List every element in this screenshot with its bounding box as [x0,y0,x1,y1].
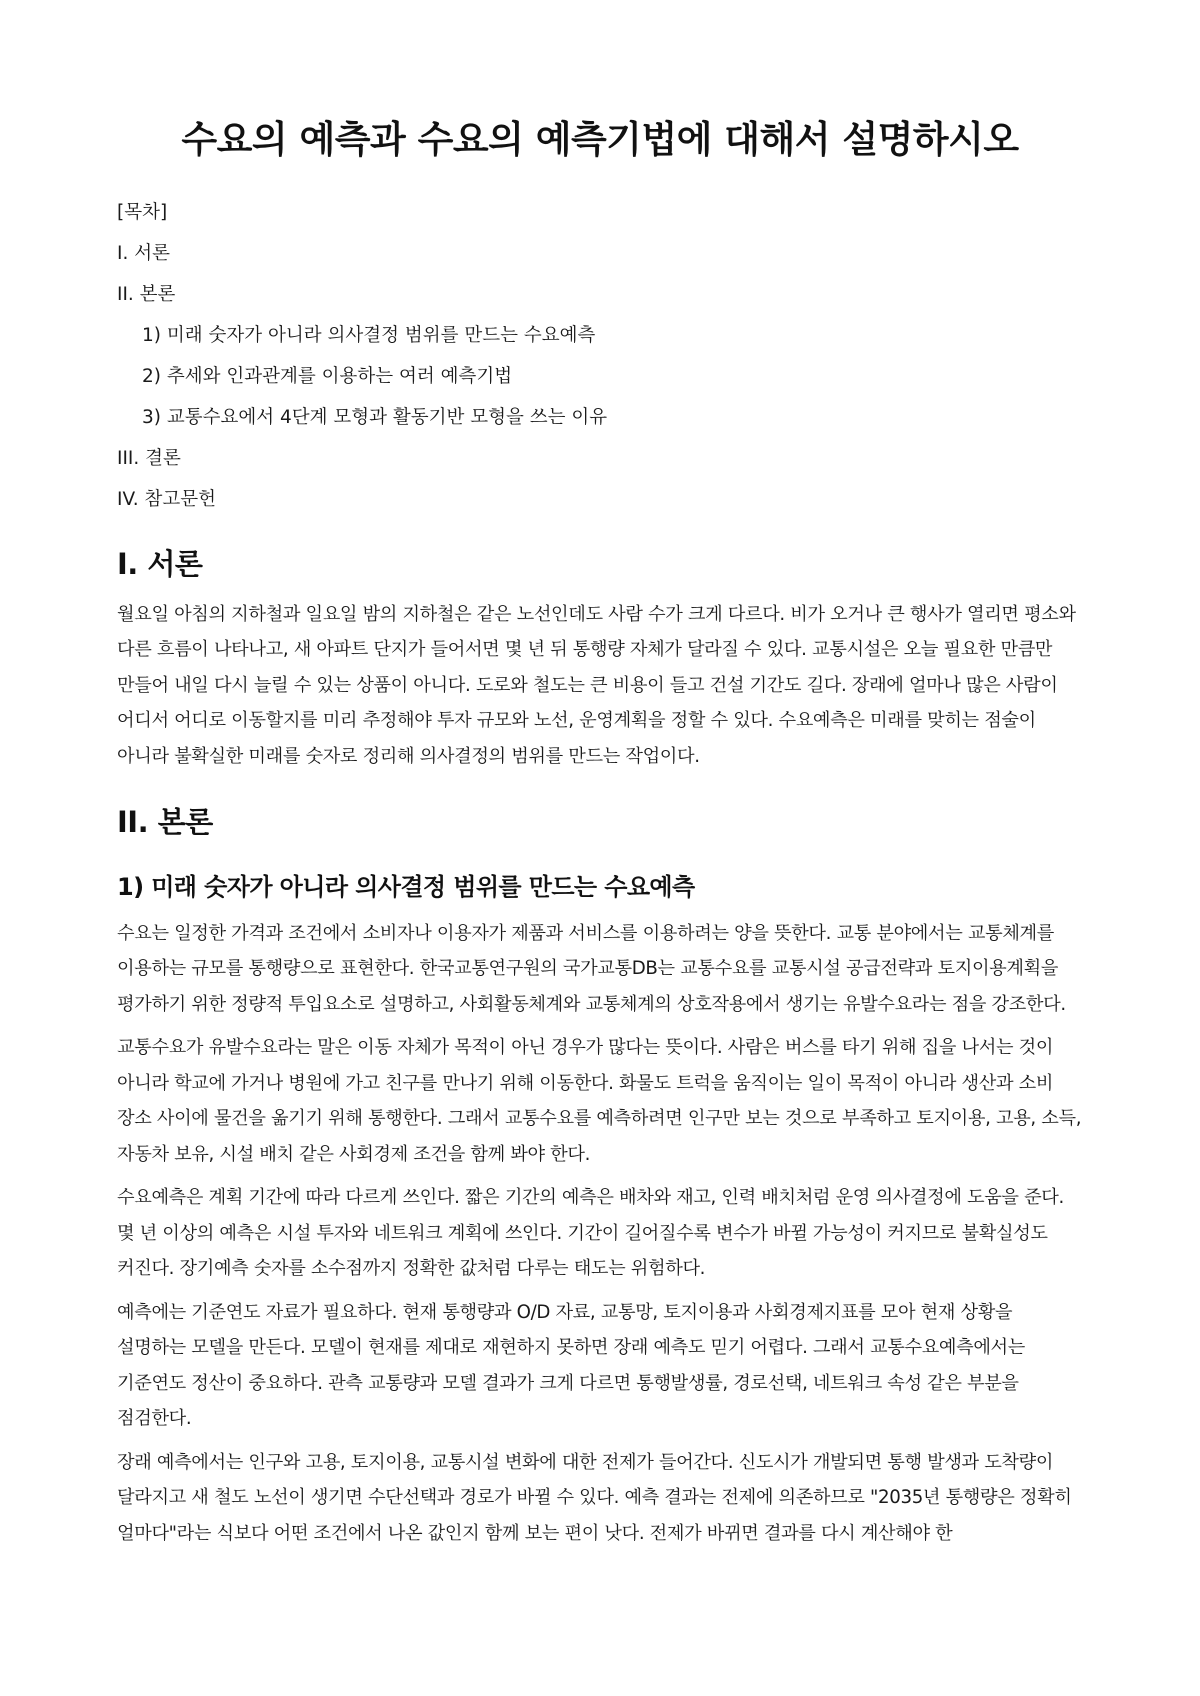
toc-item-body: II. 본론 [117,284,176,306]
body-section [117,804,1083,1551]
intro-paragraph: 월요일 아침의 지하철과 일요일 밤의 지하철은 같은 노선인데도 사람 수가 크게 다르다. 비가 오거나 큰 행사가 열리면 평소와 다른 흐름이 나타나고, 새 아파트 단지가 들어서면 몇 년 뒤 통행량 자체가 달라질 수 있다. 교통시설은 오늘 필요한 만큼만 만들어 내일 다시 늘릴 수 있는 상품이 아니다. 도로와 철도는 큰 비용이 들고 건설 기간도 길다. 장래에 얼마나 많은 사람이 어디서 어디로 이동할지를 미리 추정해야 투자 규모와 노선, 운영계획을 정할 수 있다. 수요예측은 미래를 맞히는 점술이 아니라 불확실한 미래를 숫자로 정리해 의사결정의 범위를 만드는 작업이다. [117,603,1076,767]
toc-item-body-1: 1) 미래 숫자가 아니라 의사결정 범위를 만드는 수요예측 [142,325,596,347]
subsection-1-heading: 1) 미래 숫자가 아니라 의사결정 범위를 만드는 수요예측 [117,873,695,902]
subsection-1-paragraph: 교통수요가 유발수요라는 말은 이동 자체가 목적이 아닌 경우가 많다는 뜻이다. 사람은 버스를 타기 위해 집을 나서는 것이 아니라 학교에 가거나 병원에 가고 친구를 만나기 위해 이동한다. 화물도 트럭을 움직이는 일이 목적이 아니라 생산과 소비 장소 사이에 물건을 옮기기 위해 통행한다. 그래서 교통수요를 예측하려면 인구만 보는 것으로 부족하고 토지이용, 고용, 소득, 자동차 보유, 시설 배치 같은 사회경제 조건을 함께 봐야 한다. [117,1037,1082,1165]
table-of-contents [117,192,1083,520]
intro-heading: I. 서론 [117,547,203,582]
subsection-1-paragraph: 장래 예측에서는 인구와 고용, 토지이용, 교통시설 변화에 대한 전제가 들어간다. 신도시가 개발되면 통행 발생과 도착량이 달라지고 새 철도 노선이 생기면 수단선택과 경로가 바뀔 수 있다. 예측 결과는 전제에 의존하므로 "2035년 통행량은 정확히 얼마다"라는 식보다 어떤 조건에서 나온 값인지 함께 보는 편이 낫다. 전제가 바뀌면 결과를 다시 계산해야 한 [117,1451,1072,1544]
toc-item-conclusion: III. 결론 [117,448,181,470]
body-subsection-1 [117,872,1083,1551]
toc-item-intro: I. 서론 [117,243,170,265]
document-title: 수요의 예측과 수요의 예측기법에 대해서 설명하시오 [181,118,1019,161]
toc-item-body-2: 2) 추세와 인과관계를 이용하는 여러 예측기법 [142,366,513,388]
toc-item-references: IV. 참고문헌 [117,489,216,511]
body-heading: II. 본론 [117,805,213,840]
subsection-1-paragraph: 수요예측은 계획 기간에 따라 다르게 쓰인다. 짧은 기간의 예측은 배차와 재고, 인력 배치처럼 운영 의사결정에 도움을 준다. 몇 년 이상의 예측은 시설 투자와 네트워크 계획에 쓰인다. 기간이 길어질수록 변수가 바뀔 가능성이 커지므로 불확실성도 커진다. 장기예측 숫자를 소수점까지 정확한 값처럼 다루는 태도는 위험하다. [117,1187,1064,1280]
subsection-1-paragraph: 예측에는 기준연도 자료가 필요하다. 현재 통행량과 O/D 자료, 교통망, 토지이용과 사회경제지표를 모아 현재 상황을 설명하는 모델을 만든다. 모델이 현재를 제대로 재현하지 못하면 장래 예측도 믿기 어렵다. 그래서 교통수요예측에서는 기준연도 정산이 중요하다. 관측 교통량과 모델 결과가 크게 다르면 통행발생률, 경로선택, 네트워크 속성 같은 부분을 점검한다. [117,1301,1025,1430]
subsection-1-paragraph: 수요는 일정한 가격과 조건에서 소비자나 이용자가 제품과 서비스를 이용하려는 양을 뜻한다. 교통 분야에서는 교통체계를 이용하는 규모를 통행량으로 표현한다. 한국교통연구원의 국가교통DB는 교통수요를 교통시설 공급전략과 토지이용계획을 평가하기 위한 정량적 투입요소로 설명하고, 사회활동체계와 교통체계의 상호작용에서 생기는 유발수요라는 점을 강조한다. [117,922,1066,1015]
toc-item-body-3: 3) 교통수요에서 4단계 모형과 활동기반 모형을 쓰는 이유 [142,407,608,429]
intro-section [117,546,1083,774]
toc-heading: [목차] [117,202,168,224]
